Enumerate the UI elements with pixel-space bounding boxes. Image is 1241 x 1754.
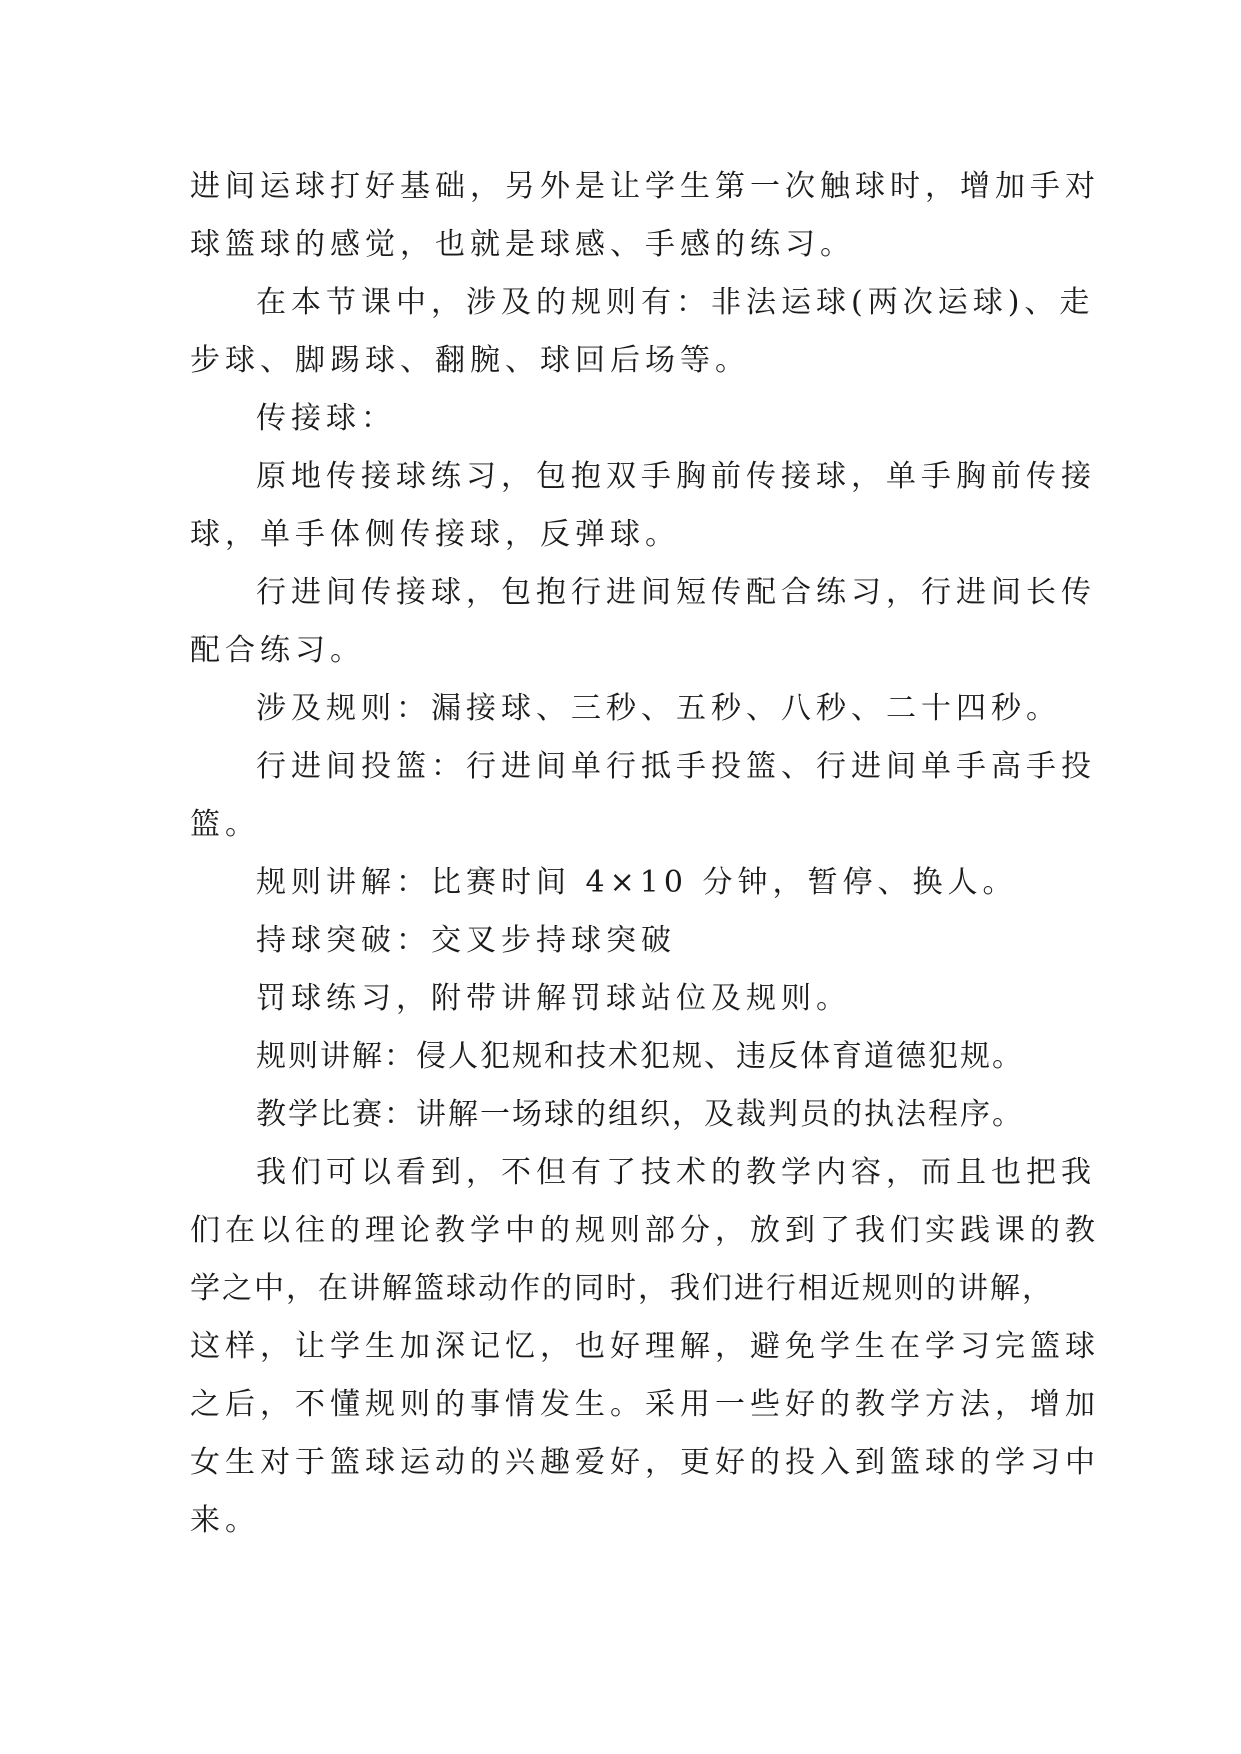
- text-line: 配合练习。: [190, 633, 365, 668]
- text-line: 篮。: [190, 807, 260, 842]
- text-line: 规则讲解：侵人犯规和技术犯规、违反体育道德犯规。: [256, 1039, 1024, 1074]
- text-line: 传接球：: [256, 401, 396, 436]
- text-line: 行进间传接球，包抱行进间短传配合练习，行进间长传: [256, 575, 1096, 610]
- text-line: 这样，让学生加深记忆，也好理解，避免学生在学习完篮球: [190, 1329, 1100, 1364]
- text-line: 进间运球打好基础，另外是让学生第一次触球时，增加手对: [190, 169, 1100, 204]
- text-line: 罚球练习，附带讲解罚球站位及规则。: [256, 981, 851, 1016]
- text-line: 来。: [190, 1503, 260, 1538]
- text-line: 在本节课中，涉及的规则有：非法运球(两次运球)、走: [256, 285, 1095, 320]
- text-line: 步球、脚踢球、翻腕、球回后场等。: [190, 343, 750, 378]
- text-line: 们在以往的理论教学中的规则部分，放到了我们实践课的教: [190, 1213, 1100, 1248]
- text-line: 涉及规则：漏接球、三秒、五秒、八秒、二十四秒。: [256, 691, 1061, 726]
- text-line: 教学比赛：讲解一场球的组织，及裁判员的执法程序。: [256, 1097, 1024, 1132]
- text-line: 学之中，在讲解篮球动作的同时，我们进行相近规则的讲解，: [190, 1271, 1054, 1306]
- text-line: 原地传接球练习，包抱双手胸前传接球，单手胸前传接: [256, 459, 1096, 494]
- text-line: 行进间投篮：行进间单行抵手投篮、行进间单手高手投: [256, 749, 1096, 784]
- text-line: 规则讲解：比赛时间 4×10 分钟，暂停、换人。: [256, 865, 1018, 900]
- body-text: [190, 158, 1100, 1550]
- text-line: 持球突破：交叉步持球突破: [256, 923, 676, 958]
- text-line: 球篮球的感觉，也就是球感、手感的练习。: [190, 227, 855, 262]
- text-line: 我们可以看到，不但有了技术的教学内容，而且也把我: [256, 1155, 1096, 1190]
- text-line: 之后，不懂规则的事情发生。采用一些好的教学方法，增加: [190, 1387, 1100, 1422]
- text-line: 女生对于篮球运动的兴趣爱好，更好的投入到篮球的学习中: [190, 1445, 1100, 1480]
- text-line: 球，单手体侧传接球，反弹球。: [190, 517, 680, 552]
